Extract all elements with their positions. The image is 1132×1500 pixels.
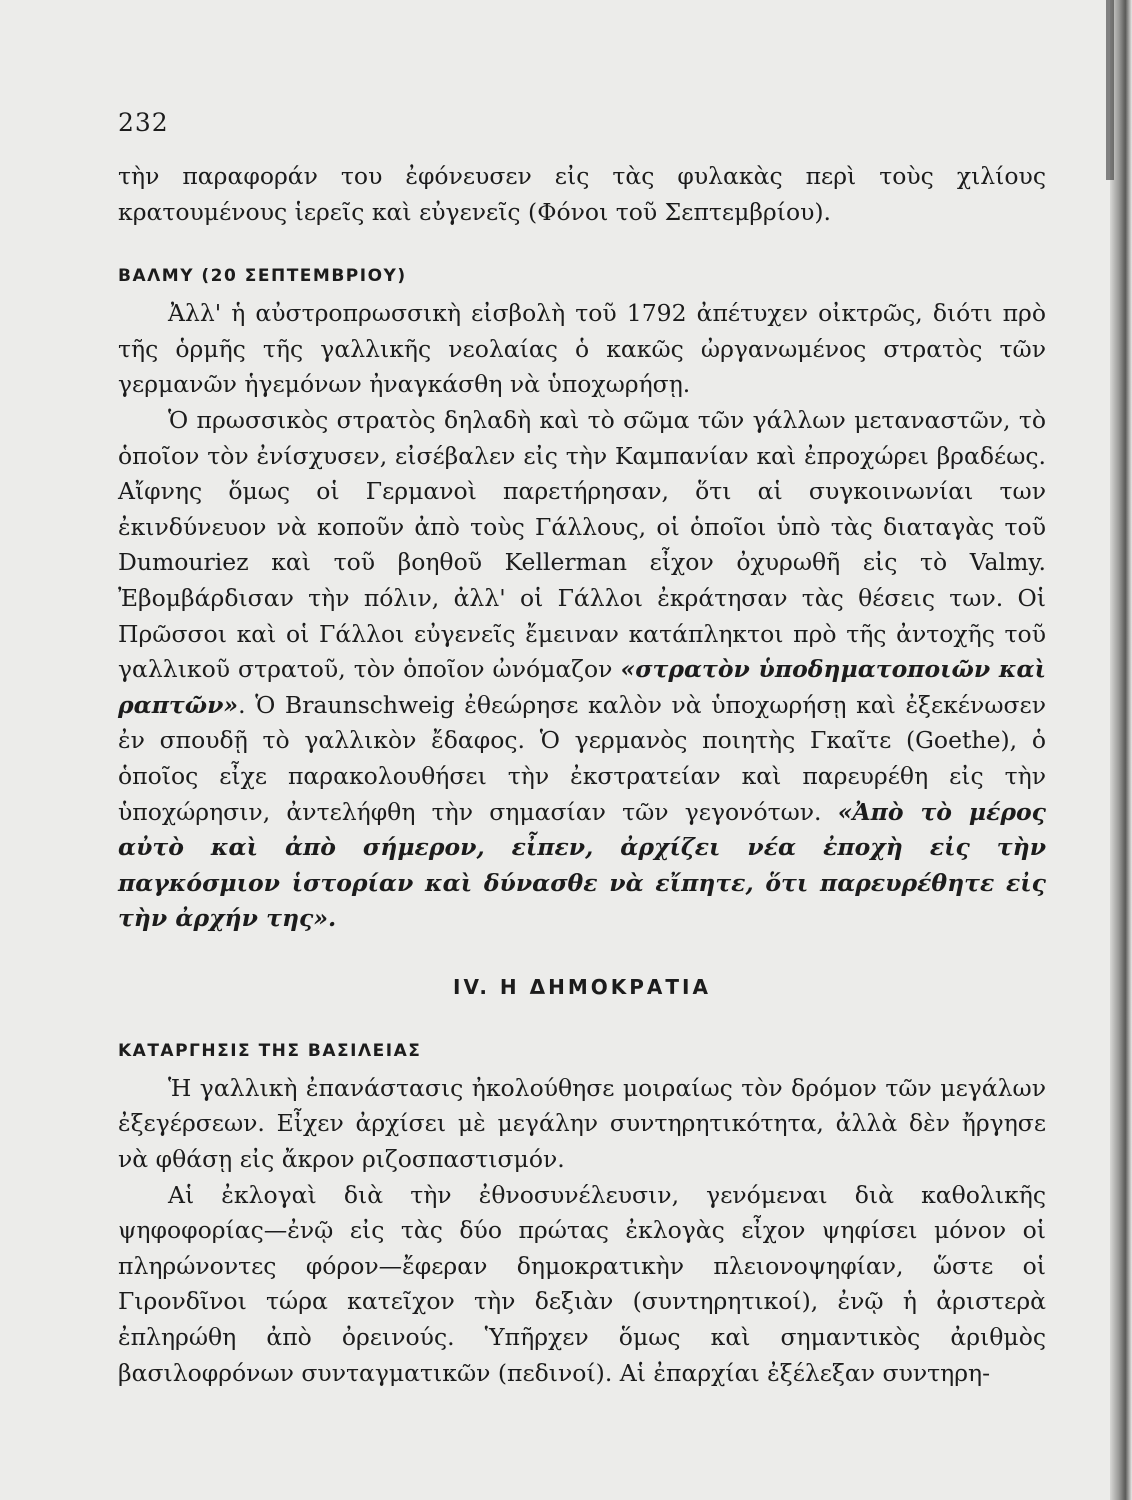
goethe-quote-part-1: «Ἀπὸ τὸ μέρος αὐτὸ καὶ ἀπὸ σήμερον [118, 797, 1046, 862]
text-run: . Ὁ Braunschweig ἐθεώρησε καλὸν νὰ ὑποχωρήσῃ καὶ ἐξεκένωσεν ἐν σπουδῇ τὸ γαλλικὸν ἔδαφος. Ὁ γερμανὸς ποιητὴς Γκαῖτε (Goethe), ὁ ὁποῖος εἶχε παρακολουθήσει τὴν ἐκστρατείαν καὶ παρευρέθη εἰς τὴν ὑποχώρησιν, ἀντελήφθη τὴν σημασίαν τῶν γεγονότων. [118, 690, 1046, 826]
quote-army-of-shoemakers: «στρατὸν ὑποδηματοποιῶν καὶ ραπτῶν» [118, 655, 1046, 719]
page-binding-edge [1110, 0, 1132, 1500]
text-run: , εἶπεν, [476, 833, 621, 862]
section-heading-abolition: ΚΑΤΑΡΓΗΣΙΣ ΤΗΣ ΒΑΣΙΛΕΙΑΣ [118, 1040, 422, 1061]
paragraph-abolition-2: Αἱ ἐκλογαὶ διὰ τὴν ἐθνοσυνέλευσιν, γενόμεναι διὰ καθολικῆς ψηφοφορίας—ἐνῷ εἰς τὰς δύο πρώτας ἐκλογὰς εἶχον ψηφίσει μόνον οἱ πληρώνοντες φόρον—ἔφεραν δημοκρατικὴν πλειονοψηφίαν, ὥστε οἱ Γιρονδῖνοι τώρα κατεῖχον τὴν δεξιὰν (συντηρητικοί), ἐνῷ ἡ ἀριστερὰ ἐπληρώθη ἀπὸ ὀρεινούς. Ὑπῆρχεν ὅμως καὶ σημαντικὸς ἀριθμὸς βασιλοφρόνων συνταγματικῶν (πεδινοί). Αἱ ἐπαρχίαι ἐξέλεξαν συντηρη- [118, 1180, 1046, 1387]
text-run: Ὁ πρωσσικὸς στρατὸς δηλαδὴ καὶ τὸ σῶμα τῶν γάλλων μεταναστῶν, τὸ ὁποῖον τὸν ἐνίσχυσεν, εἰσέβαλεν εἰς τὴν Καμπανίαν καὶ ἐπροχώρει βραδέως. Αἴφνης ὅμως οἱ Γερμανοὶ παρετήρησαν, ὅτι αἱ συγκοινωνίαι των ἐκινδύνευον νὰ κοποῦν ἀπὸ τοὺς Γάλλους, οἱ ὁποῖοι ὑπὸ τὰς διαταγὰς τοῦ Dumouriez καὶ τοῦ βοηθοῦ Kellerman εἶχον ὀχυρωθῆ εἰς τὸ Valmy. Ἐβομβάρδισαν τὴν πόλιν, ἀλλ' οἱ Γάλλοι ἐκράτησαν τὰς θέσεις των. Οἱ Πρῶσσοι καὶ οἱ Γάλλοι εὐγενεῖς ἔμειναν κατάπληκτοι πρὸ τῆς ἀντοχῆς τοῦ γαλλικοῦ στρατοῦ, τὸν ὁποῖον ὠνόμαζον [118, 405, 1046, 684]
page-number: 232 [118, 108, 169, 137]
chapter-title: IV. Η ΔΗΜΟΚΡΑΤΙΑ [453, 974, 711, 999]
paragraph-valmy-2 [118, 403, 1046, 937]
paragraph-valmy-1: Ἀλλ' ἡ αὐστροπρωσσικὴ εἰσβολὴ τοῦ 1792 ἀπέτυχεν οἰκτρῶς, διότι πρὸ τῆς ὁρμῆς τῆς γαλλικῆς νεολαίας ὁ κακῶς ὠργανωμένος στρατὸς τῶν γερμανῶν ἡγεμόνων ἠναγκάσθη νὰ ὑποχωρήσῃ. [118, 299, 1046, 399]
paragraph-abolition-1: Ἡ γαλλικὴ ἐπανάστασις ἠκολούθησε μοιραίως τὸν δρόμον τῶν μεγάλων ἐξεγέρσεων. Εἶχεν ἀρχίσει μὲ μεγάλην συντηρητικότητα, ἀλλὰ δὲν ἤργησε νὰ φθάσῃ εἰς ἄκρον ριζοσπαστισμόν. [118, 1073, 1046, 1174]
section-heading-valmy: ΒΑΛΜΥ (20 ΣΕΠΤΕΜΒΡΙΟΥ) [118, 266, 407, 287]
page-binding-shadow [1106, 0, 1114, 180]
page-content [118, 108, 1046, 1391]
goethe-quote-part-2: ἀρχίζει νέα ἐποχὴ εἰς τὴν παγκόσμιον ἱστορίαν καὶ δύνασθε νὰ εἴπητε, ὅτι παρευρέθητε εἰς τὴν ἀρχήν της». [118, 833, 1046, 933]
paragraph-continuation: τὴν παραφοράν του ἐφόνευσεν εἰς τὰς φυλακὰς περὶ τοὺς χιλίους κρατουμένους ἱερεῖς καὶ εὐγενεῖς (Φόνοι τοῦ Σεπτεμβρίου). [118, 162, 1046, 226]
